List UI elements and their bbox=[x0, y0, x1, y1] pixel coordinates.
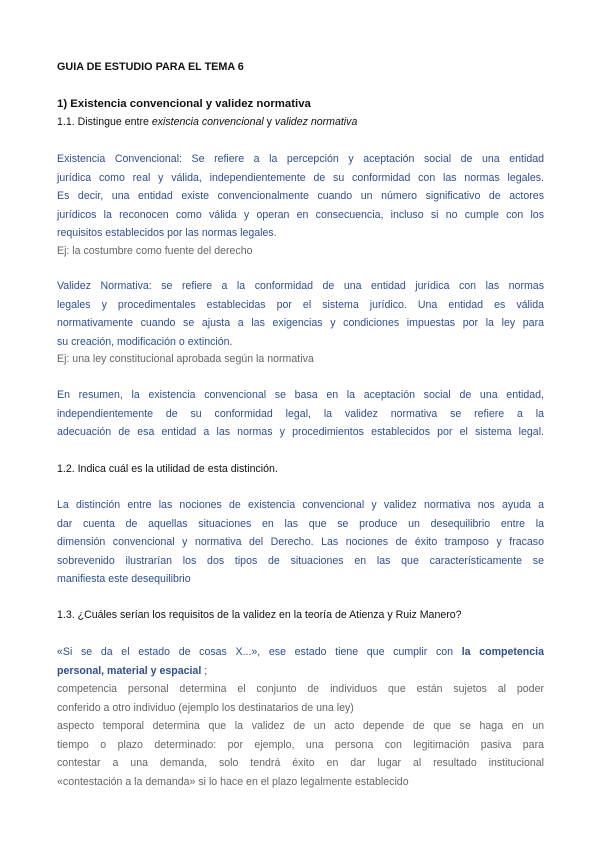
paragraph-line: su creación, modificación o extinción. bbox=[57, 335, 233, 348]
cita-line-1 bbox=[57, 643, 544, 662]
paragraph-line: jurídicos la reconocen como válida y operan en consecuencia, incluso si no cumple con los bbox=[57, 208, 544, 221]
question-1-1-term2: validez normativa bbox=[274, 116, 358, 128]
paragraph-line: tiempo o plazo determinado: por ejemplo, una persona con legitimación pasiva para bbox=[57, 738, 544, 751]
paragraph-line: Existencia Convencional: Se refiere a la percepción y aceptación social de una entidad bbox=[57, 153, 544, 165]
question-1-1-prefix: 1.1. Distingue entre bbox=[57, 116, 152, 128]
paragraph-line: Validez Normativa: se refiere a la conformidad de una entidad jurídica con las normas bbox=[57, 280, 544, 292]
paragraph-line: «contestación a la demanda» si lo hace en el plazo legalmente establecido bbox=[57, 775, 409, 788]
question-1-1-mid: y bbox=[263, 116, 275, 128]
paragraph-line: aspecto temporal determina que la validez de un acto depende de que se haga en un bbox=[57, 720, 544, 732]
paragraph-line: jurídica como real y válida, independientemente de su conformidad con las normas legales. bbox=[57, 171, 544, 184]
paragraph-line: legales y procedimentales establecidas por el sistema jurídico. Una entidad es válida bbox=[57, 298, 544, 311]
paragraph-line: competencia personal determina el conjunto de individuos que están sujetos al poder bbox=[57, 683, 544, 695]
existencia-paragraph bbox=[57, 150, 544, 243]
paragraph-line: sobrevenido ilustrarían los dos tipos de situaciones en las que característicamente se bbox=[57, 554, 544, 567]
paragraph-line: adecuación de esa entidad a las normas y procedimientos establecidos por el sistema legal. bbox=[57, 426, 544, 438]
paragraph-line: contestar a una demanda, solo tendrá éxito en dar lugar al resultado institucional bbox=[57, 757, 544, 769]
cita-line-1-normal: «Si se da el estado de cosas X...», ese estado tiene que cumplir con bbox=[57, 646, 462, 658]
paragraph-line: dimensión convencional y normativa del Derecho. Las nociones de éxito tramposo y fracaso bbox=[57, 536, 544, 548]
cita-line-2-normal: ; bbox=[201, 664, 208, 677]
question-1-1 bbox=[57, 113, 544, 132]
cita-paragraph bbox=[57, 643, 544, 680]
paragraph-line: Es decir, una entidad existe convencionalmente cuando un número significativo de actores bbox=[57, 190, 544, 202]
paragraph-line: conferido a otro individuo (ejemplo los destinatarios de una ley) bbox=[57, 701, 354, 714]
resumen-paragraph bbox=[57, 386, 544, 442]
paragraph-line: dar cuenta de aquellas situaciones en las que se produce un desequilibrio entre la bbox=[57, 517, 544, 530]
paragraph-line: manifiesta este desequilibrio bbox=[57, 573, 191, 585]
paragraph-line: La distinción entre las nociones de existencia convencional y validez normativa nos ayuda a bbox=[57, 499, 544, 511]
validez-example: Ej: una ley constitucional aprobada según la normativa bbox=[57, 353, 314, 365]
validez-paragraph bbox=[57, 277, 544, 351]
question-1-1-term1: existencia convencional bbox=[151, 116, 264, 128]
paragraph-line: requisitos establecidos por las normas legales. bbox=[57, 227, 277, 239]
distincion-paragraph bbox=[57, 496, 544, 589]
cita-line-2-bold: personal, material y espacial bbox=[57, 664, 202, 677]
cita-line-1-bold: la competencia bbox=[461, 646, 544, 658]
question-1-2: 1.2. Indica cuál es la utilidad de esta distinción. bbox=[57, 463, 278, 475]
requisitos-paragraph bbox=[57, 680, 544, 791]
question-1-3: 1.3. ¿Cuáles serían los requisitos de la validez en la teoría de Atienza y Ruiz Manero? bbox=[57, 609, 462, 621]
paragraph-line: independientemente de su conformidad legal, la validez normativa se refiere a la bbox=[57, 407, 544, 420]
paragraph-line: normativamente cuando se ajusta a las exigencias y condiciones impuestas por la ley para bbox=[57, 317, 544, 329]
cita-line-2 bbox=[57, 662, 544, 681]
existencia-example: Ej: la costumbre como fuente del derecho bbox=[57, 245, 253, 257]
section-heading: 1) Existencia convencional y validez normativa bbox=[57, 98, 311, 110]
paragraph-line: En resumen, la existencia convencional se basa en la aceptación social de una entidad, bbox=[57, 389, 544, 401]
document-title: GUIA DE ESTUDIO PARA EL TEMA 6 bbox=[57, 61, 244, 73]
